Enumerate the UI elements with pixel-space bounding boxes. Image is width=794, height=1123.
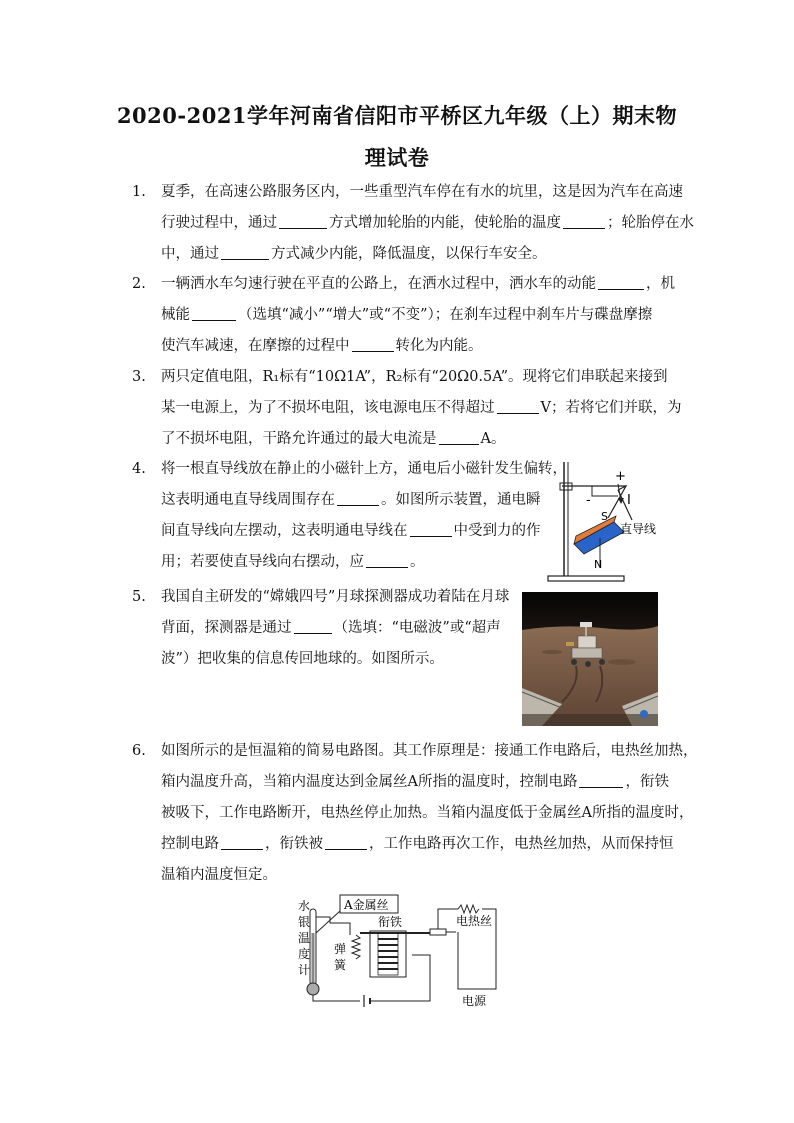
page-title-line-1: 2020-2021学年河南省信阳市平桥区九年级（上）期末物 [116, 103, 678, 128]
question-4 [132, 454, 567, 578]
answer-blank[interactable] [598, 275, 644, 290]
s-pole-label: S [601, 510, 608, 523]
answer-blank[interactable] [294, 619, 332, 634]
question-text-segment: 控制电路 [161, 836, 219, 852]
question-text [161, 736, 698, 891]
question-text-segment: 用；若要使直导线向右摆动，应 [161, 554, 364, 570]
question-text-segment: ，工作电路再次工作，电热丝加热，从而保持恒 [369, 836, 674, 852]
plus-label: + [615, 469, 626, 484]
question-text [161, 177, 694, 270]
question-1 [132, 177, 694, 270]
question-number: 6. [132, 743, 146, 759]
answer-blank[interactable] [337, 491, 379, 506]
question-line [161, 547, 567, 578]
figure-magnet-apparatus [544, 456, 674, 586]
question-line [161, 644, 509, 675]
question-line [161, 208, 694, 239]
minus-label: - [586, 493, 591, 508]
spring-char-2: 簧 [334, 958, 347, 972]
question-text-segment: 如图所示的是恒温箱的简易电路图。其工作原理是：接通工作电路后，电热丝加热， [161, 743, 698, 759]
question-line [161, 829, 698, 860]
thermo-char-5: 计 [298, 963, 311, 977]
question-line [161, 736, 698, 767]
question-text-segment: 夏季，在高速公路服务区内，一些重型汽车停在有水的坑里，这是因为汽车在高速 [161, 184, 683, 200]
wire-label: 直导线 [620, 522, 657, 536]
answer-blank[interactable] [563, 214, 605, 229]
question-line [161, 239, 694, 270]
question-text-segment: 两只定值电阻，R₁标有“10Ω1A”，R₂标有“20Ω0.5A”。现将它们串联起来接到 [161, 369, 668, 385]
answer-blank[interactable] [410, 522, 452, 537]
question-text-segment: 转化为内能。 [395, 338, 483, 354]
question-2 [132, 269, 675, 362]
answer-blank[interactable] [579, 773, 623, 788]
question-5 [132, 582, 509, 675]
question-line [161, 613, 509, 644]
question-line [161, 331, 675, 362]
question-text-segment: 了不损坏电阻，干路允许通过的最大电流是 [161, 431, 437, 447]
question-text [161, 362, 681, 455]
question-text-segment: ，衔铁 [625, 774, 669, 790]
question-line [161, 393, 681, 424]
answer-blank[interactable] [325, 835, 367, 850]
question-text-segment: 温箱内温度恒定。 [161, 867, 277, 883]
question-line [161, 582, 509, 613]
question-line [161, 424, 681, 455]
question-number: 2. [132, 276, 146, 292]
spring-char-1: 弹 [334, 942, 347, 956]
question-text-segment: （选填：“电磁波”或“超声 [333, 620, 501, 636]
figure-thermostat-circuit [290, 893, 510, 1013]
answer-blank[interactable] [352, 337, 394, 352]
question-line [161, 454, 567, 485]
question-text-segment: 这表明通电直导线周围存在 [161, 492, 335, 508]
n-pole-label: N [594, 558, 603, 571]
question-line [161, 300, 675, 331]
metal-wire-label: A金属丝 [344, 898, 389, 912]
question-text-segment: V；若将它们并联，为 [540, 400, 682, 416]
question-text-segment: 方式增加轮胎的内能，使轮胎的温度 [329, 215, 561, 231]
question-text-segment: 背面，探测器是通过 [161, 620, 292, 636]
question-text-segment: 我国自主研发的“嫦娥四号”月球探测器成功着陆在月球 [161, 589, 510, 605]
question-text-segment: 行驶过程中，通过 [161, 215, 277, 231]
question-text-segment: ，机 [646, 276, 675, 292]
answer-blank[interactable] [192, 306, 236, 321]
question-number: 1. [132, 184, 146, 200]
thermo-char-3: 温 [298, 931, 311, 945]
question-line [161, 269, 675, 300]
power-label: 电源 [462, 994, 487, 1008]
answer-blank[interactable] [439, 430, 479, 445]
answer-blank[interactable] [221, 835, 263, 850]
question-text-segment: 将一根直导线放在静止的小磁针上方，通电后小磁针发生偏转， [161, 461, 567, 477]
question-text-segment: 方式减少内能，降低温度，以保行车安全。 [271, 246, 547, 262]
armature-label: 衔铁 [378, 915, 403, 929]
question-text-segment: 一辆洒水车匀速行驶在平直的公路上，在洒水过程中，洒水车的动能 [161, 276, 596, 292]
question-3 [132, 362, 681, 455]
question-text-segment: 某一电源上，为了不损坏电阻，该电源电压不得超过 [161, 400, 495, 416]
answer-blank[interactable] [221, 245, 269, 260]
question-text-segment: 使汽车减速，在摩擦的过程中 [161, 338, 350, 354]
question-line [161, 177, 694, 208]
question-text [161, 454, 567, 578]
question-number: 3. [132, 369, 146, 385]
question-text-segment: 箱内温度升高，当箱内温度达到金属丝A所指的温度时，控制电路 [161, 774, 578, 790]
question-6 [132, 736, 698, 891]
question-text-segment: 械能 [161, 307, 190, 323]
question-text-segment: ，衔铁被 [265, 836, 323, 852]
question-line [161, 798, 698, 829]
answer-blank[interactable] [279, 214, 327, 229]
question-text [161, 269, 675, 362]
lunar-rover-photo [522, 592, 658, 726]
question-text-segment: 波”）把收集的信息传回地球的。如图所示。 [161, 651, 444, 667]
question-line [161, 767, 698, 798]
question-text-segment: ；轮胎停在水 [607, 215, 694, 231]
question-text-segment: 。如图所示装置，通电瞬 [381, 492, 541, 508]
question-number: 4. [132, 461, 146, 477]
current-label: I [627, 493, 631, 508]
question-line [161, 516, 567, 547]
thermo-char-4: 度 [298, 947, 311, 961]
thermo-char-2: 银 [298, 915, 311, 929]
question-text-segment: 中，通过 [161, 246, 219, 262]
question-line [161, 362, 681, 393]
question-line [161, 860, 698, 891]
question-text [161, 582, 509, 675]
question-number: 5. [132, 589, 146, 605]
question-text-segment: 中受到力的作 [453, 523, 541, 539]
page-title-line-2: 理试卷 [364, 145, 430, 170]
question-text-segment: 间直导线向左摆动，这表明通电导线在 [161, 523, 408, 539]
question-text-segment: （选填“减小”“增大”或“不变”）；在刹车过程中刹车片与碟盘摩擦 [238, 307, 653, 323]
question-text-segment: A。 [480, 431, 506, 447]
thermo-char-1: 水 [298, 899, 311, 913]
question-text-segment: 。 [410, 554, 425, 570]
heater-label: 电热丝 [456, 914, 493, 928]
question-line [161, 485, 567, 516]
answer-blank[interactable] [366, 553, 408, 568]
answer-blank[interactable] [497, 399, 539, 414]
question-text-segment: 被吸下，工作电路断开，电热丝停止加热。当箱内温度低于金属丝A所指的温度时， [161, 805, 694, 821]
